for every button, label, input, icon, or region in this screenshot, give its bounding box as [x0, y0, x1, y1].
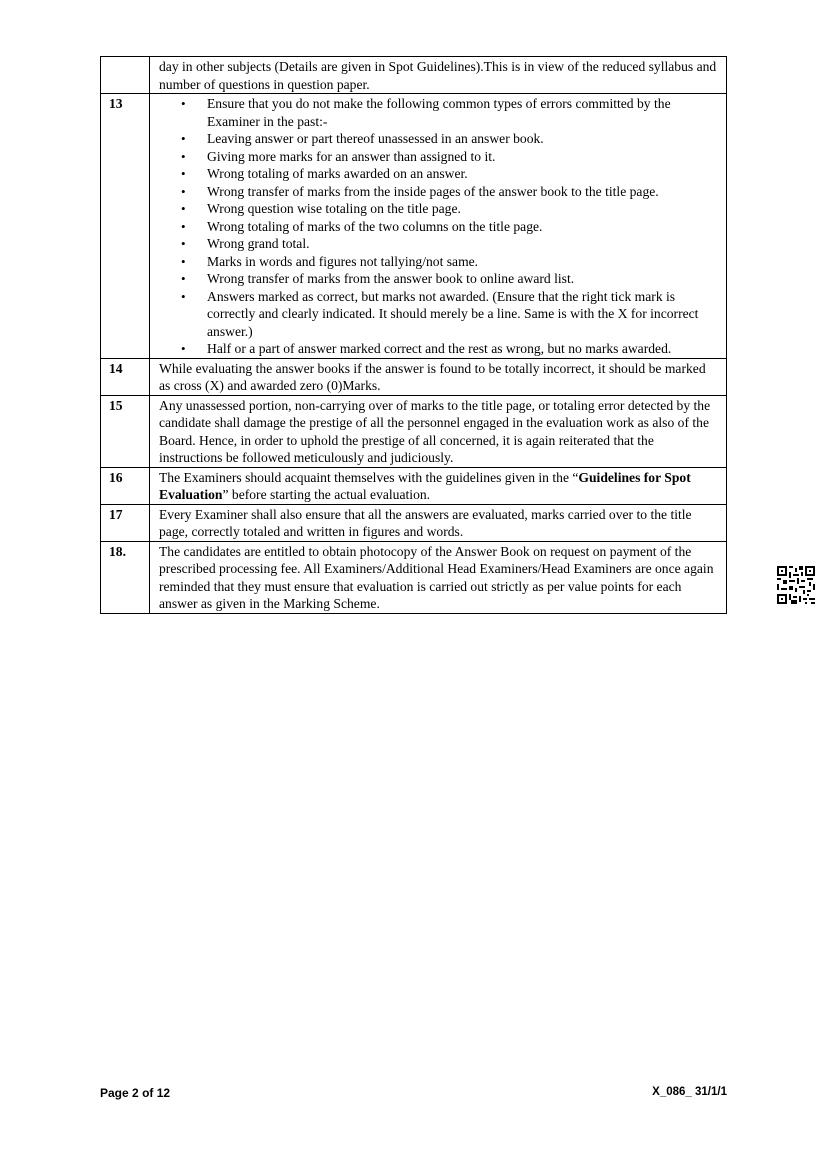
table-row	[101, 358, 727, 395]
table-row	[101, 467, 727, 504]
of-word: of	[142, 1086, 154, 1100]
table-row	[101, 57, 727, 94]
list-item: • Answers marked as correct, but marks not awarded. (Ensure that the right tick mark is correctly and clearly indicated. It should merely be a line. Same is with the X for incorrect answer.)	[207, 288, 720, 341]
list-item: • Wrong question wise totaling on the title page.	[207, 200, 720, 218]
row-number: 13	[101, 94, 150, 359]
list-item: • Ensure that you do not make the following common types of errors committed by the Examiner in the past:-	[207, 95, 720, 130]
table-row	[101, 94, 727, 359]
page-number: 2	[132, 1086, 139, 1100]
list-item: • Wrong transfer of marks from the answer book to online award list.	[207, 270, 720, 288]
row-text-before: The Examiners should acquaint themselves with the guidelines given in the “	[159, 469, 579, 485]
page-word: Page	[100, 1086, 129, 1100]
list-item: • Wrong totaling of marks awarded on an answer.	[207, 165, 720, 183]
list-item: • Giving more marks for an answer than assigned to it.	[207, 148, 720, 166]
guidelines-title: Guidelines for Spot Evaluation	[159, 469, 691, 502]
row-number: 14	[101, 358, 150, 395]
qr-code-icon	[777, 566, 815, 604]
guidelines-table	[100, 56, 727, 614]
paper-code: X_086_ 31/1/1	[652, 1086, 727, 1098]
list-item: • Half or a part of answer marked correct and the rest as wrong, but no marks awarded.	[207, 340, 720, 358]
list-item: • Wrong totaling of marks of the two columns on the title page.	[207, 218, 720, 236]
row-number: 18.	[101, 541, 150, 613]
page-indicator	[100, 1086, 170, 1100]
row-text-after: ” before starting the actual evaluation.	[222, 487, 431, 502]
row-number: 17	[101, 504, 150, 541]
row-text: day in other subjects (Details are given in Spot Guidelines).This is in view of the reduced syllabus and number of questions in question paper.	[150, 57, 727, 94]
row-bullets-cell	[150, 94, 727, 359]
error-list	[159, 95, 720, 358]
list-item: • Wrong grand total.	[207, 235, 720, 253]
row-number	[101, 57, 150, 94]
row-number: 16	[101, 467, 150, 504]
list-item: • Leaving answer or part thereof unassessed in an answer book.	[207, 130, 720, 148]
page-total: 12	[156, 1086, 171, 1100]
row-text: Any unassessed portion, non-carrying over of marks to the title page, or totaling error detected by the candidate shall damage the prestige of all the personnel engaged in the evaluation work as also of the Board. Hence, in order to uphold the prestige of all concerned, it is again reiterated that the instructions be followed meticulously and judiciously.	[150, 395, 727, 467]
row-text: Every Examiner shall also ensure that all the answers are evaluated, marks carried over to the title page, correctly totaled and written in figures and words.	[150, 504, 727, 541]
row-text: While evaluating the answer books if the answer is found to be totally incorrect, it should be marked as cross (X) and awarded zero (0)Marks.	[150, 358, 727, 395]
list-item: • Wrong transfer of marks from the inside pages of the answer book to the title page.	[207, 183, 720, 201]
table-row	[101, 541, 727, 613]
list-item: • Marks in words and figures not tallying/not same.	[207, 253, 720, 271]
table-row	[101, 395, 727, 467]
row-text	[150, 467, 727, 504]
row-number: 15	[101, 395, 150, 467]
table-row	[101, 504, 727, 541]
row-text: The candidates are entitled to obtain photocopy of the Answer Book on request on payment of the prescribed processing fee. All Examiners/Additional Head Examiners/Head Examiners are once again reminded that they must ensure that evaluation is carried out strictly as per value points for each answer as given in the Marking Scheme.	[150, 541, 727, 613]
